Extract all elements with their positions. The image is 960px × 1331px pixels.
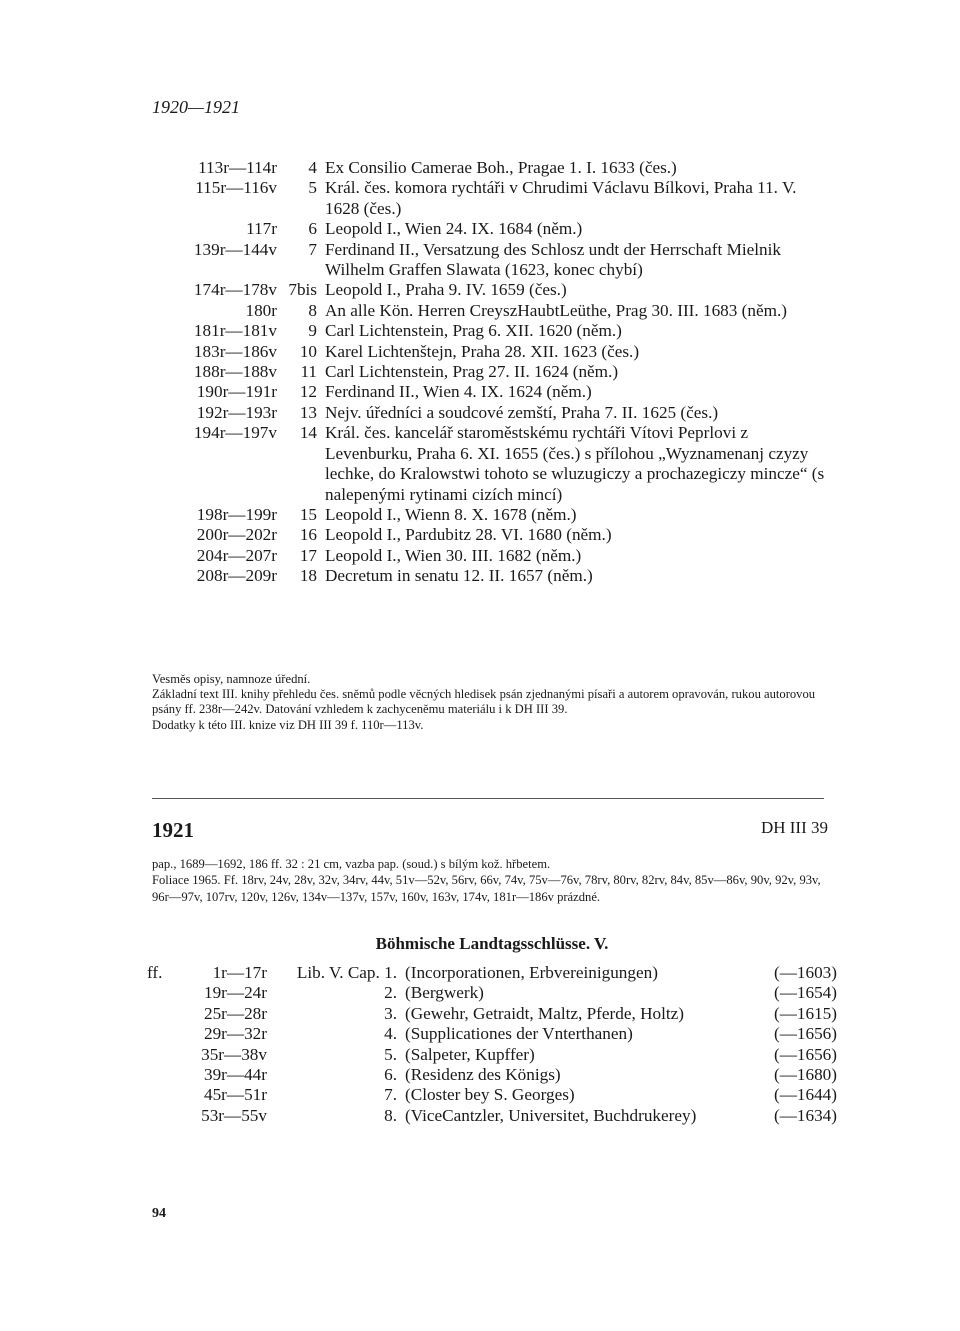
entry-folio: 208r—209r [196,566,277,586]
entry-10 [152,342,842,362]
entry-folio: 192r—193r [196,402,277,422]
entry-description: Carl Lichtenstein, Prag 6. XII. 1620 (něm.) [325,321,622,341]
entry-folio: 194r—197v [193,423,277,443]
entry-number: 7bis [288,280,317,300]
chapter-number: 8. [384,1105,397,1125]
chapter-folio: 25r—28r [203,1003,267,1023]
entry-number: 11 [300,362,317,382]
ff-label [147,1065,175,1085]
entry-6 [152,219,842,239]
chapter-row [147,1085,837,1105]
entry-number: 6 [308,219,317,239]
chapter-folio: 1r—17r [212,963,267,982]
entry-7bis [152,280,842,300]
entry-number: 12 [299,382,317,402]
chapter-date-range: (—1654) [773,983,837,1003]
chapter-number: 2. [384,983,397,1003]
entry-folio: 183r—186v [193,341,277,361]
entry-number: 18 [299,566,317,586]
section-divider [152,798,824,799]
chapter-row [147,963,837,983]
entry-12 [152,382,842,402]
chapter-folio: 35r—38v [201,1044,267,1064]
ff-label [147,1045,175,1065]
chapter-folio: 29r—32r [203,1024,267,1044]
entry-description: Carl Lichtenstein, Prag 27. II. 1624 (něm.) [325,362,619,382]
description-line: pap., 1689—1692, 186 ff. 32 : 21 cm, vazba pap. (soud.) s bílým kož. hřbetem. [152,857,551,871]
chapter-date-range: (—1644) [773,1085,837,1105]
chapter-number: 5. [384,1044,397,1064]
chapter-date-range: (—1680) [773,1065,837,1085]
ff-label [147,1004,175,1024]
chapter-folio: 39r—44r [203,1065,267,1085]
entry-18 [152,566,842,586]
entry-7 [152,240,842,281]
chapter-number: 7. [384,1085,397,1105]
entry-folio: 200r—202r [196,525,277,545]
chapter-subject: (Salpeter, Kupffer) [405,1044,535,1064]
entry-description: Leopold I., Wienn 8. X. 1678 (něm.) [325,504,577,524]
chapter-subject: (ViceCantzler, Universitet, Buchdrukerey) [405,1105,697,1125]
entry-number: 9 [308,321,317,341]
ff-label [147,983,175,1003]
entry-folio: 174r—178v [193,280,277,300]
entry-description: Leopold I., Praha 9. IV. 1659 (čes.) [325,280,567,300]
chapter-date-range: (—1615) [773,1003,837,1023]
chapter-date-range: (—1634) [773,1105,837,1125]
chapter-date-range: (—1603) [773,963,837,982]
chapter-subject: (Supplicationes der Vnterthanen) [405,1024,633,1044]
chapter-number: 4. [384,1024,397,1044]
entry-folio: 113r—114r [198,158,277,177]
entry-folio: 180r [245,300,277,320]
chapter-row [147,1106,837,1126]
chapter-date-range: (—1656) [773,1024,837,1044]
chapter-row [147,1065,837,1085]
chapter-row [147,1024,837,1044]
chapter-folio: 45r—51r [203,1085,267,1105]
entry-folio: 198r—199r [196,504,277,524]
entry-description: Decretum in senatu 12. II. 1657 (něm.) [325,566,593,586]
chapter-date-range: (—1656) [773,1044,837,1064]
entry-number: 13 [299,402,317,422]
entry-description: Leopold I., Pardubitz 28. VI. 1680 (něm.) [325,525,612,545]
entry-folio: 188r—188v [193,362,277,382]
entry-number: 14 [299,423,317,443]
chapter-subject: (Residenz des Königs) [405,1065,561,1085]
ff-label [147,1085,175,1105]
entry-8 [152,301,842,321]
note-line: Vesměs opisy, namnoze úřední. [152,672,311,686]
entry-folio: 181r—181v [193,321,277,341]
entry-4 [152,158,842,178]
entry-16 [152,525,842,545]
chapter-row [147,1004,837,1024]
chapter-subject: (Incorporationen, Erbvereinigungen) [405,963,658,982]
chapter-number: Lib. V. Cap. 1. [296,963,397,982]
volume-description [152,856,832,905]
entry-14 [152,423,842,505]
running-header: 1920—1921 [152,97,241,117]
chapter-row [147,983,837,1003]
entry-folio: 139r—144v [193,239,277,259]
chapter-folio: 19r—24r [203,983,267,1003]
entry-17 [152,546,842,566]
entry-description: Král. čes. kancelář staroměstskému rychtáři Vítovi Peprlovi z Levenburku, Praha 6. XI. 1655 (čes.) s přílohou „Wyznamenanj czyzy lechke, do Kralowstwi tohoto se wluzugiczy a prochazegiczy mincze“ (s nalepenými rytinami cizích mincí) [325,423,825,504]
document-entries [152,158,842,587]
chapter-folio: 53r—55v [201,1105,267,1125]
entry-description: Karel Lichtenštejn, Praha 28. XII. 1623 (čes.) [325,341,640,361]
entry-number: 8 [308,300,317,320]
section-title: Böhmische Landtagsschlüsse. V. [375,934,609,953]
chapter-number: 3. [384,1003,397,1023]
description-line: Foliace 1965. Ff. 18rv, 24v, 28v, 32v, 34rv, 44v, 51v—52v, 56rv, 66v, 74v, 75v—76v, 78rv, 80rv, 82rv, 84v, 85v—86v, 90v, 92v, 93v, 96r—97v, 107rv, 120v, 126v, 134v—137v, 157v, 160v, 163v, 174v, 181r—186v prázdné. [152,873,821,904]
chapter-number: 6. [384,1065,397,1085]
entry-description: Ferdinand II., Versatzung des Schlosz undt der Herrschaft Mielnik Wilhelm Graffen Slawata (1623, konec chybí) [325,239,781,280]
entry-11 [152,362,842,382]
ff-label [147,1106,175,1126]
ff-label: ff. [147,963,163,982]
chapter-row [147,1045,837,1065]
volume-signature: DH III 39 [760,818,828,837]
note-line: Dodatky k této III. knize viz DH III 39 f. 110r—113v. [152,717,424,732]
entry-folio: 204r—207r [196,545,277,565]
chapter-subject: (Bergwerk) [405,983,484,1003]
note-line: Základní text III. knihy přehledu čes. sněmů podle věcných hledisek psán zjednanými písaři a autorem opravován, rukou autorovou psány ff. 238r—242v. Datování vzhledem k zachyceněmu materiálu i k DH III 39. [152,687,816,717]
entry-number: 10 [299,341,317,361]
entry-description: Ferdinand II., Wien 4. IX. 1624 (něm.) [325,382,592,402]
chapter-subject: (Closter bey S. Georges) [405,1085,575,1105]
entry-15 [152,505,842,525]
entry-folio: 115r—116v [195,178,277,198]
entry-13 [152,403,842,423]
page-number: 94 [152,1206,166,1221]
entry-folio: 190r—191r [196,382,277,402]
entry-number: 16 [299,525,317,545]
volume-year: 1921 [152,818,194,842]
entry-number: 17 [299,545,317,565]
editorial-notes [152,672,832,733]
entry-description: Leopold I., Wien 30. III. 1682 (něm.) [325,545,582,565]
entry-number: 15 [299,504,317,524]
entry-number: 4 [308,158,317,177]
entry-description: An alle Kön. Herren CreyszHaubtLeüthe, Prag 30. III. 1683 (něm.) [325,300,788,320]
chapter-subject: (Gewehr, Getraidt, Maltz, Pferde, Holtz) [405,1003,684,1023]
entry-number: 5 [308,178,317,198]
entry-5 [152,178,842,219]
chapter-list [147,963,837,1126]
entry-description: Nejv. úředníci a soudcové zemští, Praha 7. II. 1625 (čes.) [325,402,719,422]
ff-label [147,1024,175,1044]
entry-description: Král. čes. komora rychtáři v Chrudimi Václavu Bílkovi, Praha 11. V. 1628 (čes.) [325,178,797,218]
entry-description: Ex Consilio Camerae Boh., Pragae 1. I. 1633 (čes.) [325,158,677,177]
entry-description: Leopold I., Wien 24. IX. 1684 (něm.) [325,219,583,239]
entry-9 [152,321,842,341]
entry-number: 7 [308,239,317,259]
entry-folio: 117r [246,219,277,239]
